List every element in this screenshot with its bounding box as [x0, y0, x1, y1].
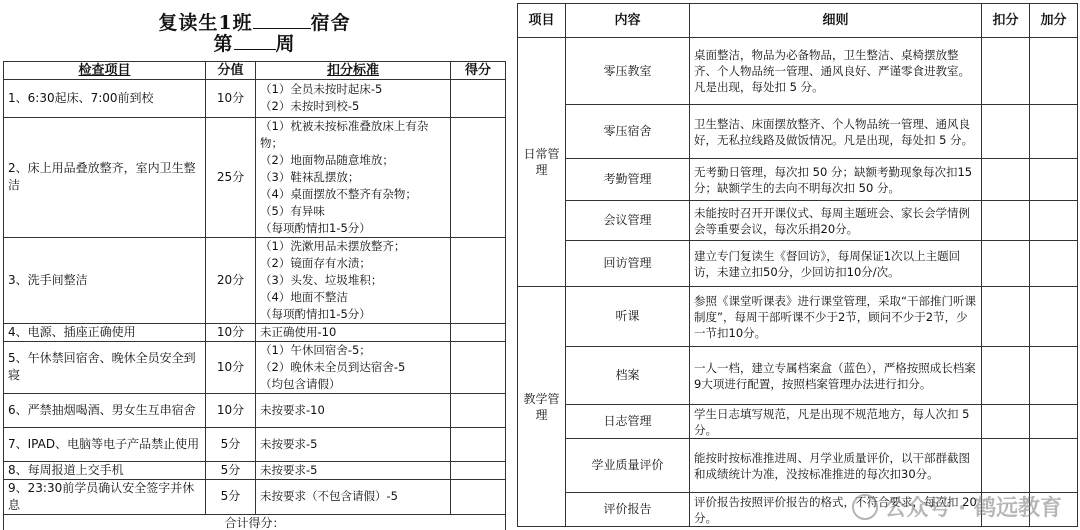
bonus-input-cell[interactable] [1030, 105, 1078, 159]
header-got: 得分 [451, 61, 506, 79]
content-cell: 档案 [566, 347, 690, 405]
inspection-item: 4、电源、插座正确使用 [4, 323, 206, 341]
table-row [518, 241, 1078, 287]
bonus-input-cell[interactable] [1030, 439, 1078, 493]
table-row [4, 117, 506, 237]
deduction-standard [256, 427, 451, 461]
table-row [4, 427, 506, 461]
standard-line: （1）午休回宿舍-5； [260, 342, 371, 357]
rules-header-row [518, 4, 1078, 38]
table-row [518, 105, 1078, 159]
content-cell: 考勤管理 [566, 159, 690, 201]
deduction-standard [256, 323, 451, 341]
header-rule: 细则 [690, 4, 982, 38]
watermark: 公众号 · 鹤远教育 [852, 491, 1062, 522]
deduction-standard [256, 341, 451, 393]
table-row [4, 341, 506, 393]
table-row [4, 237, 506, 323]
table-row [518, 347, 1078, 405]
item-score: 5分 [206, 427, 256, 461]
dorm-number-blank[interactable] [253, 11, 311, 29]
sheet-title-row [4, 3, 506, 61]
content-cell: 学业质量评价 [566, 439, 690, 493]
content-cell: 评价报告 [566, 493, 690, 527]
deduction-standard [256, 237, 451, 323]
score-input-cell[interactable] [451, 393, 506, 427]
bonus-input-cell[interactable] [1030, 38, 1078, 105]
inspection-item: 2、床上用品叠放整齐，室内卫生整洁 [4, 117, 206, 237]
management-rules-sheet [517, 3, 1077, 527]
bonus-input-cell[interactable] [1030, 287, 1078, 347]
score-input-cell[interactable] [451, 79, 506, 117]
bonus-input-cell[interactable] [1030, 159, 1078, 201]
total-row [4, 514, 506, 530]
content-cell: 零压宿舍 [566, 105, 690, 159]
category-cell: 日常管理 [518, 38, 566, 287]
standard-line: （5）有异味 [260, 203, 325, 218]
deduct-input-cell[interactable] [982, 347, 1030, 405]
content-cell: 零压教室 [566, 38, 690, 105]
deduct-input-cell[interactable] [982, 38, 1030, 105]
standard-line: 未按要求-10 [260, 402, 325, 417]
standard-line: （2）晚休未全员到达宿舍-5 [260, 359, 406, 374]
deduction-standard [256, 393, 451, 427]
header-standard: 扣分标准 [256, 61, 451, 79]
standard-line: （2）未按时到校-5 [260, 99, 360, 113]
standard-line: （3）头发、垃圾堆积； [260, 272, 383, 287]
table-row [518, 439, 1078, 493]
standard-line: （1）全员未按时起床-5 [260, 82, 383, 96]
table-row [4, 79, 506, 117]
header-item: 检查项目 [4, 61, 206, 79]
rule-cell: 桌面整洁，物品为必备物品，卫生整洁、桌椅摆放整齐、个人物品统一管理、通风良好、严谨零食进教室。凡是出现，每处扣 5 分。 [690, 38, 982, 105]
score-input-cell[interactable] [451, 237, 506, 323]
standard-line: （均包含请假） [260, 376, 341, 391]
rule-cell: 评价报告按照评价报告的格式，不符合要求，每次扣 20分。 [690, 493, 982, 527]
item-score: 10分 [206, 341, 256, 393]
inspection-item: 8、每周报道上交手机 [4, 461, 206, 479]
header-score: 分值 [206, 61, 256, 79]
sheet-title-line2: 第 周 [213, 32, 296, 55]
content-cell: 听课 [566, 287, 690, 347]
content-cell: 回访管理 [566, 241, 690, 287]
total-label: 合计得分： [4, 514, 506, 530]
dorm-inspection-table [3, 3, 506, 530]
standard-line: （3）鞋袜乱摆放； [260, 169, 360, 184]
header-bonus: 加分 [1030, 4, 1078, 38]
standard-line: 未按要求-5 [260, 436, 318, 451]
rule-cell: 建立专门复读生《督回访》，每周保证1次以上主题回访，未建立扣50分，少回访扣10分/次。 [690, 241, 982, 287]
rule-cell: 一人一档，建立专属档案盒（蓝色），严格按照成长档案9大项进行配置，按照档案管理办法进行扣分。 [690, 347, 982, 405]
deduct-input-cell[interactable] [982, 159, 1030, 201]
header-project: 项目 [518, 4, 566, 38]
item-score: 20分 [206, 237, 256, 323]
header-content: 内容 [566, 4, 690, 38]
inspection-item: 1、6:30起床、7:00前到校 [4, 79, 206, 117]
bonus-input-cell[interactable] [1030, 347, 1078, 405]
rules-rows [518, 38, 1078, 527]
inspection-rows [4, 79, 506, 514]
table-row [4, 479, 506, 514]
deduct-input-cell[interactable] [982, 405, 1030, 439]
standard-line: （1）洗漱用品未摆放整齐； [260, 238, 406, 253]
deduction-standard [256, 117, 451, 237]
rule-cell: 学生日志填写规范，凡是出现不规范地方，每人次扣 5 分。 [690, 405, 982, 439]
rule-cell: 卫生整洁、床面摆放整齐、个人物品统一管理、通风良好，无私拉线路及做饭情况。凡是出现，每处扣 5 分。 [690, 105, 982, 159]
rule-cell: 参照《课堂听课表》进行课堂管理，采取“干部推门听课制度”，每周干部听课不少于2节，顾问不少于2节，少一节扣10分。 [690, 287, 982, 347]
deduction-standard [256, 461, 451, 479]
standard-line: （2）地面物品随意堆放； [260, 152, 394, 167]
item-score: 10分 [206, 79, 256, 117]
header-deduct: 扣分 [982, 4, 1030, 38]
score-input-cell[interactable] [451, 479, 506, 514]
inspection-item: 9、23:30前学员确认安全签字并休息 [4, 479, 206, 514]
score-input-cell[interactable] [451, 117, 506, 237]
inspection-item: 5、午休禁回宿舍、晚休全员安全到寝 [4, 341, 206, 393]
table-row [518, 405, 1078, 439]
wechat-logo-icon [852, 494, 878, 520]
standard-line: （4）桌面摆放不整齐有杂物； [260, 186, 417, 201]
table-row [4, 461, 506, 479]
bonus-input-cell[interactable] [1030, 241, 1078, 287]
deduct-input-cell[interactable] [982, 439, 1030, 493]
table-row [4, 323, 506, 341]
inspection-item: 6、严禁抽烟喝酒、男女生互串宿舍 [4, 393, 206, 427]
bonus-input-cell[interactable] [1030, 405, 1078, 439]
item-score: 5分 [206, 461, 256, 479]
dorm-inspection-sheet [3, 3, 505, 530]
score-input-cell[interactable] [451, 323, 506, 341]
table-row [518, 159, 1078, 201]
management-rules-table [517, 3, 1078, 527]
table-header-row [4, 61, 506, 79]
score-input-cell[interactable] [451, 427, 506, 461]
item-score: 25分 [206, 117, 256, 237]
content-cell: 会议管理 [566, 201, 690, 241]
rule-cell: 未能按时召开开课仪式、每周主题班会、家长会学情例会等重要会议，每次乐捐20分。 [690, 201, 982, 241]
standard-line: （4）地面不整洁 [260, 289, 348, 304]
deduction-standard [256, 479, 451, 514]
deduct-input-cell[interactable] [982, 287, 1030, 347]
standard-line: （1）枕被未按标准叠放床上有杂物； [260, 118, 429, 150]
table-row [518, 38, 1078, 105]
deduction-standard [256, 79, 451, 117]
standard-line: （每项酌情扣1-5分） [260, 220, 371, 235]
standard-line: 未按要求-5 [260, 462, 318, 477]
inspection-item: 7、IPAD、电脑等电子产品禁止使用 [4, 427, 206, 461]
score-input-cell[interactable] [451, 461, 506, 479]
week-number-blank[interactable] [234, 32, 276, 50]
rule-cell: 无考勤日管理，每次扣 50 分；缺额考勤现象每次扣15 分；缺额学生的去向不明每次扣 50 分。 [690, 159, 982, 201]
bonus-input-cell[interactable] [1030, 201, 1078, 241]
item-score: 5分 [206, 479, 256, 514]
standard-line: （2）镜面存有水渍； [260, 255, 371, 270]
table-row [518, 287, 1078, 347]
deduct-input-cell[interactable] [982, 105, 1030, 159]
deduct-input-cell[interactable] [982, 201, 1030, 241]
deduct-input-cell[interactable] [982, 241, 1030, 287]
table-row [518, 201, 1078, 241]
standard-line: 未正确使用-10 [260, 324, 337, 339]
table-row [4, 393, 506, 427]
content-cell: 日志管理 [566, 405, 690, 439]
rule-cell: 能按时按标准推进周、月学业质量评价，以干部群截图和成绩统计为准，没按标准推进的每次扣30分。 [690, 439, 982, 493]
sheet-title-line1: 复读生1班 宿舍 [158, 11, 351, 34]
inspection-item: 3、洗手间整洁 [4, 237, 206, 323]
standard-line: （每项酌情扣1-5分） [260, 306, 371, 321]
score-input-cell[interactable] [451, 341, 506, 393]
item-score: 10分 [206, 323, 256, 341]
category-cell: 教学管理 [518, 287, 566, 527]
item-score: 10分 [206, 393, 256, 427]
standard-line: 未按要求（不包含请假）-5 [260, 489, 398, 503]
